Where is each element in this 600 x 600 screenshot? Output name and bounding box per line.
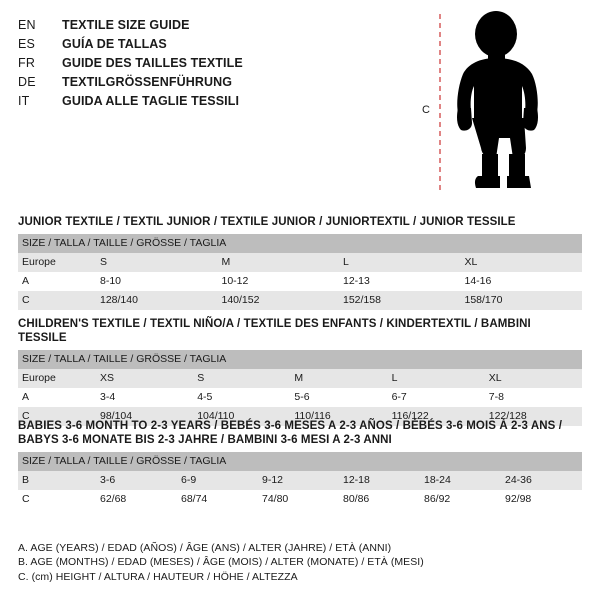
cell: 98/104 bbox=[96, 407, 193, 426]
junior-size-table bbox=[18, 234, 582, 310]
cell: 3-6 bbox=[96, 471, 177, 490]
table-header-row bbox=[18, 234, 582, 253]
size-header-label: SIZE / TALLA / TAILLE / GRÖSSE / TAGLIA bbox=[18, 350, 582, 369]
cell: XS bbox=[96, 369, 193, 388]
cell: 128/140 bbox=[96, 291, 218, 310]
cell: 14-16 bbox=[461, 272, 583, 291]
cell: L bbox=[388, 369, 485, 388]
table-row bbox=[18, 471, 582, 490]
section-childrens-textile bbox=[18, 317, 582, 426]
cell: M bbox=[218, 253, 340, 272]
cell: 12-13 bbox=[339, 272, 461, 291]
cell: 6-9 bbox=[177, 471, 258, 490]
table-row bbox=[18, 388, 582, 407]
babies-size-table bbox=[18, 452, 582, 509]
row-label: C bbox=[18, 407, 96, 426]
row-label: A bbox=[18, 272, 96, 291]
language-title: TEXTILE SIZE GUIDE bbox=[62, 18, 190, 32]
cell: XL bbox=[485, 369, 582, 388]
childrens-size-table bbox=[18, 350, 582, 426]
section-title: CHILDREN'S TEXTILE / TEXTIL NIÑO/A / TEXTILE DES ENFANTS / KINDERTEXTIL / BAMBINI TESSILE bbox=[18, 318, 531, 344]
row-label: B bbox=[18, 471, 96, 490]
cell: 4-5 bbox=[193, 388, 290, 407]
section-babies-textile bbox=[18, 419, 582, 509]
child-silhouette-shape bbox=[457, 11, 538, 188]
cell: 110/116 bbox=[290, 407, 387, 426]
cell: 152/158 bbox=[339, 291, 461, 310]
language-row bbox=[18, 92, 438, 110]
language-row bbox=[18, 35, 438, 53]
language-row bbox=[18, 73, 438, 91]
cell: 140/152 bbox=[218, 291, 340, 310]
language-row bbox=[18, 16, 438, 34]
cell: 86/92 bbox=[420, 490, 501, 509]
cell: 24-36 bbox=[501, 471, 582, 490]
size-header-label: SIZE / TALLA / TAILLE / GRÖSSE / TAGLIA bbox=[18, 234, 582, 253]
cell: 122/128 bbox=[485, 407, 582, 426]
language-title: GUIDE DES TAILLES TEXTILE bbox=[62, 56, 243, 70]
cell: XL bbox=[461, 253, 583, 272]
height-measure-label: C bbox=[422, 104, 430, 116]
cell: L bbox=[339, 253, 461, 272]
language-title: TEXTILGRÖSSENFÜHRUNG bbox=[62, 75, 233, 89]
cell: 18-24 bbox=[420, 471, 501, 490]
table-row bbox=[18, 253, 582, 272]
cell: 3-4 bbox=[96, 388, 193, 407]
cell: 12-18 bbox=[339, 471, 420, 490]
language-code: DE bbox=[18, 75, 36, 89]
cell: S bbox=[96, 253, 218, 272]
section-title: JUNIOR TEXTILE / TEXTIL JUNIOR / TEXTILE JUNIOR / JUNIORTEXTIL / JUNIOR TESSILE bbox=[18, 216, 516, 228]
cell: M bbox=[290, 369, 387, 388]
table-row bbox=[18, 291, 582, 310]
row-label: Europe bbox=[18, 253, 96, 272]
row-label: A bbox=[18, 388, 96, 407]
child-silhouette-figure bbox=[422, 8, 580, 198]
cell: 104/110 bbox=[193, 407, 290, 426]
section-junior-textile bbox=[18, 215, 582, 310]
footnote-b: B. AGE (MONTHS) / EDAD (MESES) / ÂGE (MOIS) / ALTER (MONATE) / ETÀ (MESI) bbox=[18, 556, 424, 568]
table-header-row bbox=[18, 452, 582, 471]
row-label: C bbox=[18, 291, 96, 310]
language-title: GUÍA DE TALLAS bbox=[62, 37, 167, 51]
cell: 62/68 bbox=[96, 490, 177, 509]
cell: 9-12 bbox=[258, 471, 339, 490]
cell: 5-6 bbox=[290, 388, 387, 407]
cell: 116/122 bbox=[388, 407, 485, 426]
language-code: EN bbox=[18, 18, 36, 32]
cell: 80/86 bbox=[339, 490, 420, 509]
footnote-legend bbox=[18, 541, 582, 585]
cell: 6-7 bbox=[388, 388, 485, 407]
cell: S bbox=[193, 369, 290, 388]
language-title-block bbox=[18, 16, 438, 111]
table-row bbox=[18, 272, 582, 291]
cell: 92/98 bbox=[501, 490, 582, 509]
language-code: FR bbox=[18, 56, 36, 70]
language-row bbox=[18, 54, 438, 72]
cell: 10-12 bbox=[218, 272, 340, 291]
language-title: GUIDA ALLE TAGLIE TESSILI bbox=[62, 94, 240, 108]
cell: 74/80 bbox=[258, 490, 339, 509]
size-header-label: SIZE / TALLA / TAILLE / GRÖSSE / TAGLIA bbox=[18, 452, 582, 471]
table-row bbox=[18, 490, 582, 509]
table-header-row bbox=[18, 350, 582, 369]
row-label: C bbox=[18, 490, 96, 509]
language-code: IT bbox=[18, 94, 30, 108]
row-label: Europe bbox=[18, 369, 96, 388]
footnote-c: C. (cm) HEIGHT / ALTURA / HAUTEUR / HÖHE / ALTEZZA bbox=[18, 570, 298, 583]
cell: 158/170 bbox=[461, 291, 583, 310]
table-row bbox=[18, 369, 582, 388]
cell: 8-10 bbox=[96, 272, 218, 291]
cell: 68/74 bbox=[177, 490, 258, 509]
language-code: ES bbox=[18, 37, 36, 51]
child-figure-svg bbox=[430, 8, 580, 198]
cell: 7-8 bbox=[485, 388, 582, 407]
footnote-a: A. AGE (YEARS) / EDAD (AÑOS) / ÂGE (ANS) / ALTER (JAHRE) / ETÀ (ANNI) bbox=[18, 541, 392, 554]
section-title: BABIES 3-6 MONTH TO 2-3 YEARS / BEBÉS 3-6 MESES A 2-3 AÑOS / BÉBÉS 3-6 MOIS À 2-3 ANS / BABYS 3-6 MONATE BIS 2-3 JAHRE / BAMBINI 3-6 MESI A 2-3 ANNI bbox=[18, 420, 562, 446]
